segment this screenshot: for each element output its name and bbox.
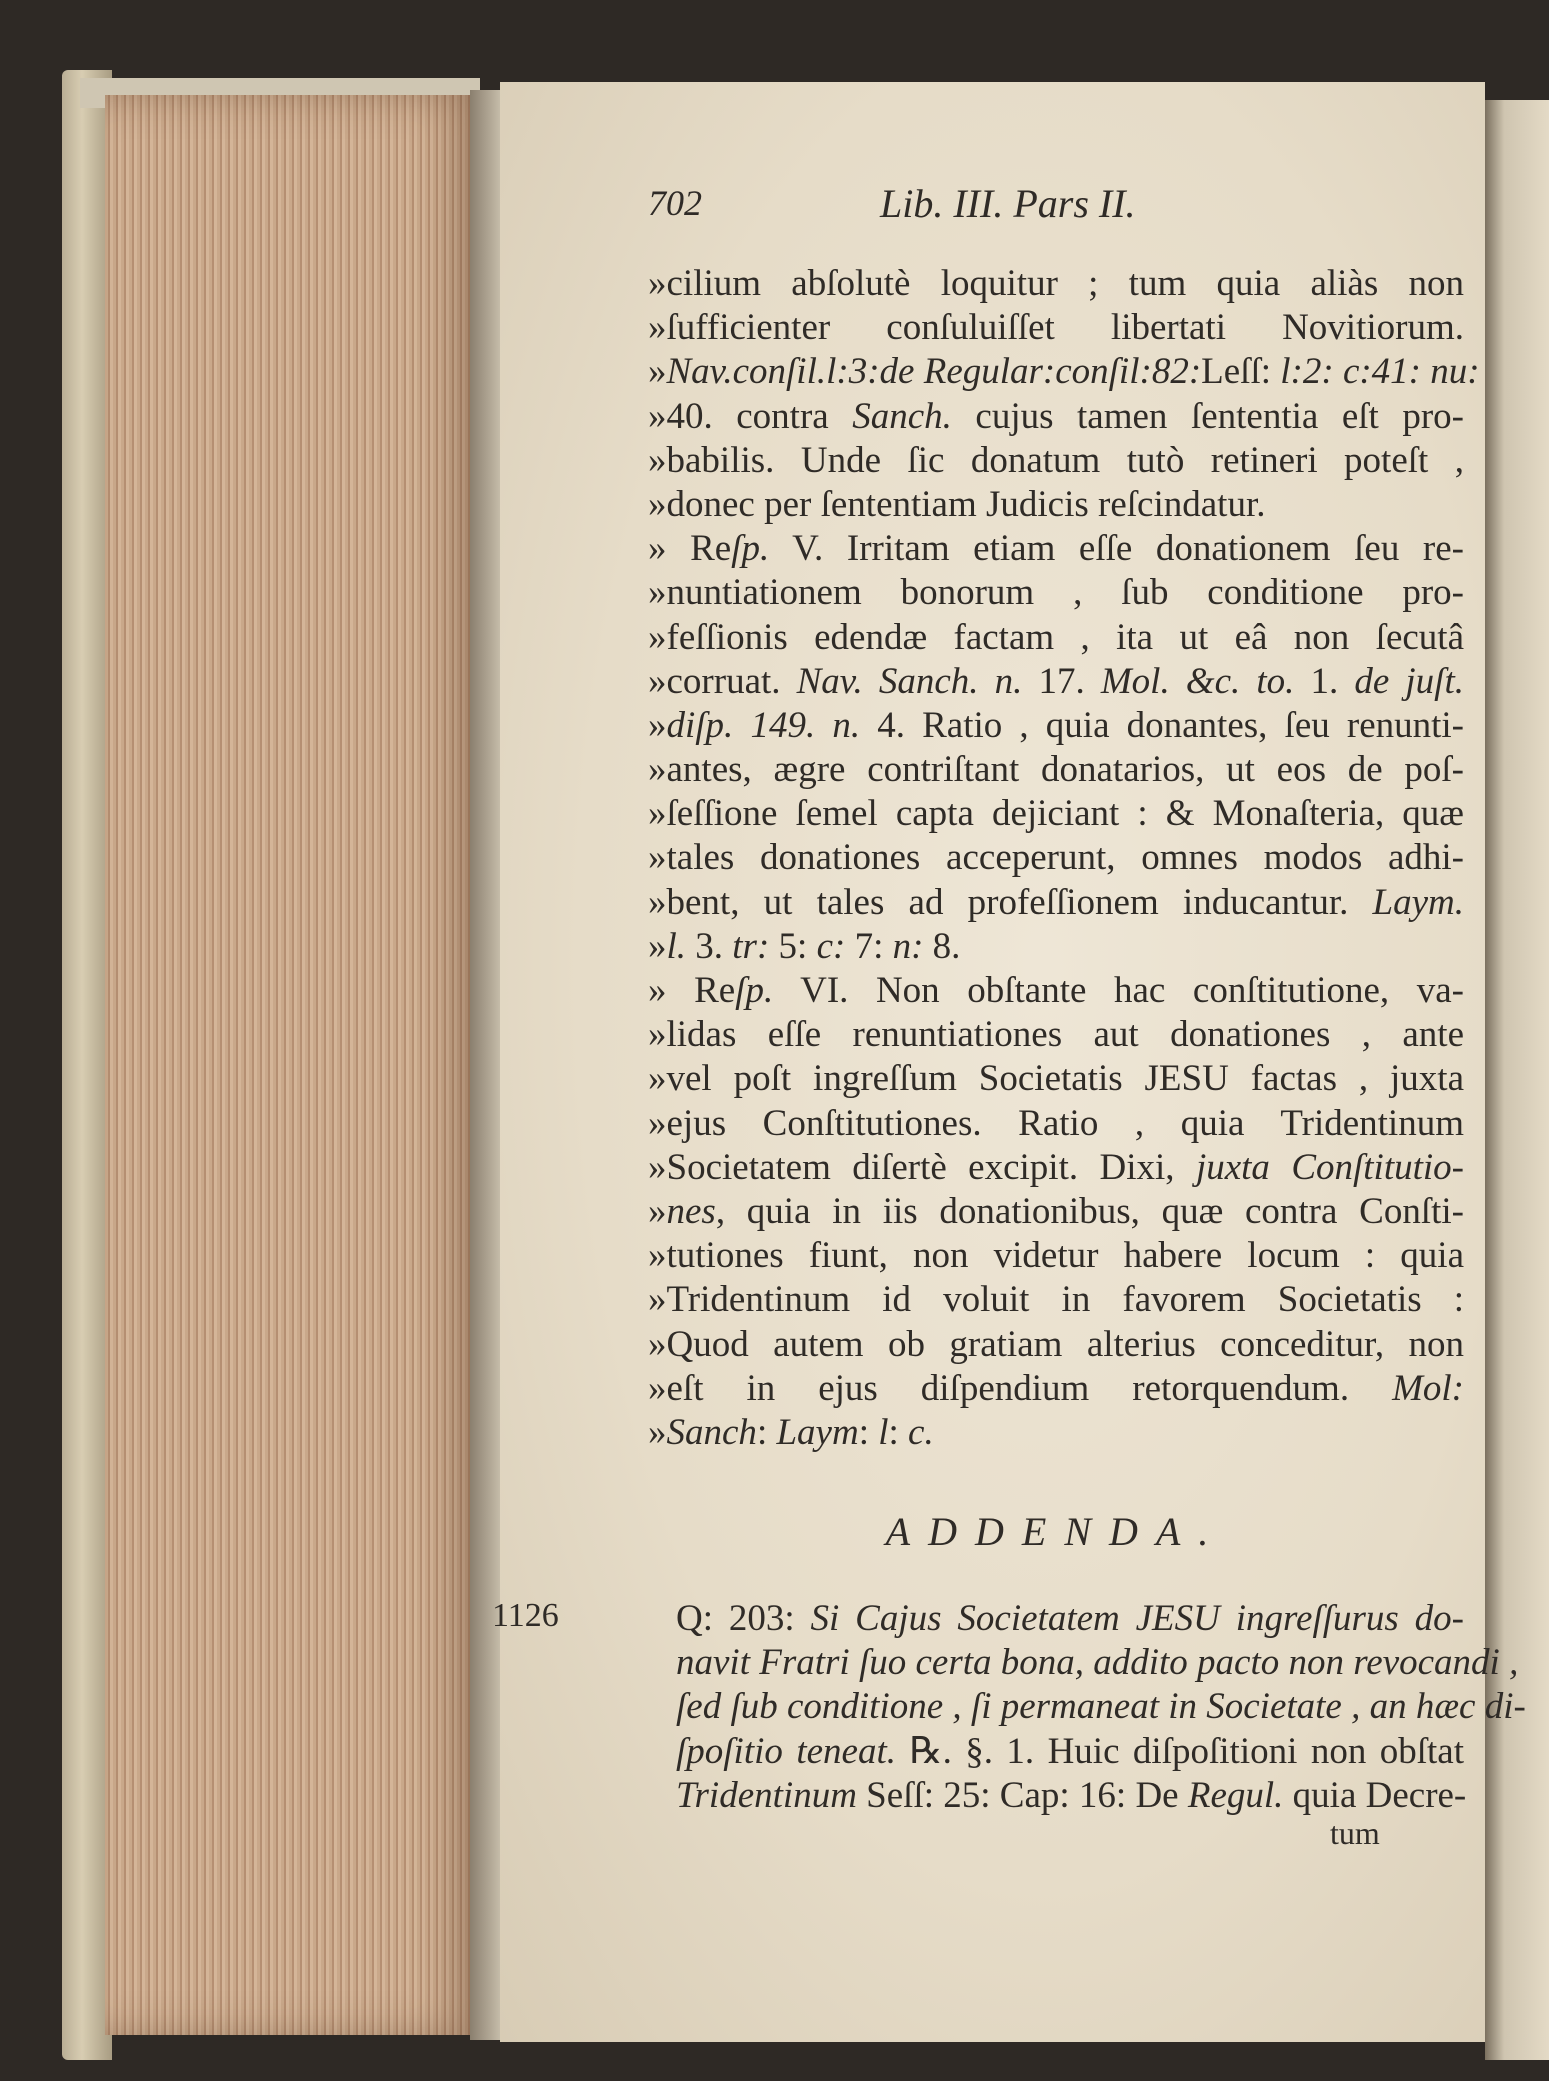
italic-segment: Laym.	[1372, 881, 1464, 923]
text-line	[676, 1641, 1519, 1685]
text-line	[648, 1057, 1464, 1101]
text-segment: 3.	[686, 925, 733, 967]
text-segment: ℞. §. 1. Huic diſpoſitioni non obſtat	[895, 1730, 1464, 1772]
text-line	[648, 350, 1480, 394]
text-line	[648, 439, 1464, 483]
italic-segment: l:2: c:41: nu:	[1280, 351, 1480, 393]
page-block-edges	[105, 95, 485, 2035]
italic-segment: l	[878, 1411, 889, 1453]
text-line	[648, 262, 1464, 306]
italic-segment: Laym	[776, 1411, 859, 1453]
text-line	[648, 483, 1464, 527]
italic-segment: nes	[666, 1190, 716, 1232]
text-segment: »tutiones fiunt, non videtur habere locum : quia	[648, 1235, 1464, 1277]
italic-segment: Mol:	[1392, 1367, 1464, 1409]
italic-segment: Tridentinum	[676, 1774, 857, 1816]
text-line	[648, 836, 1464, 880]
text-line	[648, 1278, 1464, 1322]
italic-segment: ſp.	[735, 970, 774, 1011]
text-segment: :	[888, 1411, 909, 1453]
text-segment: Q: 203:	[676, 1598, 811, 1639]
italic-segment: Regul.	[1187, 1774, 1284, 1816]
italic-segment: Si Cajus Societatem JESU ingreſſurus do-	[810, 1598, 1464, 1639]
text-line	[676, 1597, 1464, 1641]
text-segment: 5:	[769, 925, 817, 967]
text-segment: » Re	[648, 528, 732, 570]
text-segment: »eſt in ejus diſpendium retorquendum.	[648, 1367, 1393, 1409]
question-text	[676, 1597, 1526, 1818]
italic-segment: Sanch.	[852, 395, 952, 437]
text-line	[648, 704, 1464, 748]
addenda-heading: ADDENDA.	[885, 1509, 1227, 1554]
text-line	[648, 395, 1464, 439]
italic-segment: juxta Conſtitutio-	[1195, 1146, 1464, 1188]
text-segment: 8.	[923, 925, 961, 967]
text-segment: »	[648, 1190, 667, 1232]
text-line	[648, 1367, 1464, 1411]
italic-segment: Nav.conſil.l:3:de Regular:conſil:82:	[666, 351, 1202, 393]
text-segment: »bent, ut tales ad profeſſionem inducantur.	[648, 881, 1373, 923]
text-segment: V. Irritam etiam eſſe donationem ſeu re-	[769, 528, 1464, 570]
text-line	[648, 881, 1464, 925]
text-segment: cujus tamen ſententia eſt pro-	[951, 395, 1464, 437]
text-line	[648, 1013, 1464, 1057]
text-line	[648, 660, 1464, 704]
text-segment: » Re	[648, 970, 736, 1011]
text-line	[648, 1411, 1464, 1455]
italic-segment: Sanch	[666, 1411, 757, 1453]
text-segment: 17.	[1022, 660, 1101, 702]
text-line	[676, 1685, 1526, 1729]
page-number: 702	[648, 183, 702, 223]
italic-segment: Nav. Sanch. n.	[796, 660, 1023, 702]
text-segment: , quia in iis donationibus, quæ contra Conſti-	[715, 1190, 1464, 1232]
text-line	[648, 925, 1464, 969]
italic-segment: n:	[892, 925, 924, 967]
text-segment: »	[648, 704, 667, 746]
text-segment: »feſſionis edendæ factam , ita ut eâ non ſecutâ	[648, 616, 1464, 658]
text-line	[648, 748, 1464, 792]
text-segment: »babilis. Unde ſic donatum tutò retineri poteſt ,	[648, 439, 1464, 481]
text-line	[648, 306, 1464, 350]
text-segment: »Tridentinum id voluit in favorem Societatis :	[648, 1279, 1464, 1321]
text-line	[648, 527, 1464, 571]
text-line	[648, 616, 1464, 660]
italic-segment: diſp. 149. n.	[666, 704, 861, 746]
italic-segment: navit Fratri ſuo certa bona, addito pacto non revocandi ,	[676, 1642, 1519, 1684]
italic-segment: c.	[908, 1411, 934, 1453]
text-segment: Seſſ: 25: Cap: 16: De	[856, 1774, 1188, 1816]
text-segment: »Societatem diſertè excipit. Dixi,	[648, 1146, 1196, 1188]
text-line	[676, 1774, 1467, 1818]
text-segment: »	[648, 1411, 667, 1453]
main-text	[648, 262, 1480, 1455]
text-segment: Leſſ:	[1201, 351, 1281, 393]
text-segment: »lidas eſſe renuntiationes aut donationes , ante	[648, 1014, 1464, 1056]
text-segment: »Quod autem ob gratiam alterius conceditur, non	[648, 1323, 1464, 1365]
text-segment: »donec per ſententiam Judicis reſcindatur.	[648, 483, 1266, 525]
italic-segment: c:	[816, 925, 846, 967]
text-line	[648, 1146, 1464, 1190]
text-segment: »ejus Conſtitutiones. Ratio , quia Tridentinum	[648, 1102, 1464, 1144]
text-segment: »tales donationes acceperunt, omnes modos adhi-	[648, 837, 1464, 879]
text-line	[648, 1102, 1464, 1146]
text-segment: »vel poſt ingreſſum Societatis JESU factas , juxta	[648, 1058, 1464, 1100]
text-segment: quia Decre-	[1283, 1774, 1467, 1816]
text-segment: 1.	[1294, 660, 1355, 702]
text-segment: »	[648, 925, 667, 967]
running-head: Lib. III. Pars II.	[880, 181, 1136, 226]
text-segment: »antes, ægre contriſtant donatarios, ut eos de poſ-	[648, 749, 1464, 791]
italic-segment: ſp.	[731, 528, 770, 570]
italic-segment: de juſt.	[1354, 660, 1464, 702]
text-segment: »corruat.	[648, 660, 797, 702]
text-segment: 4. Ratio , quia donantes, ſeu renunti-	[860, 704, 1465, 746]
italic-segment: ſed ſub conditione , ſi permaneat in Societate , an hæc di-	[676, 1686, 1526, 1728]
text-line	[648, 792, 1464, 836]
text-segment: »cilium abſolutè loquitur ; tum quia aliàs non	[648, 263, 1464, 304]
text-line	[648, 1234, 1464, 1278]
text-line	[648, 1190, 1464, 1234]
italic-segment: ſpoſitio teneat.	[676, 1730, 896, 1772]
italic-segment: tr:	[732, 925, 770, 967]
text-segment: 7:	[845, 925, 893, 967]
text-line	[648, 571, 1464, 615]
italic-segment: l.	[666, 925, 687, 967]
margin-number: 1126	[492, 1597, 559, 1634]
text-segment: »40. contra	[648, 395, 853, 437]
text-segment: VI. Non obſtante hac conſtitutione, va-	[773, 970, 1464, 1011]
text-segment: »	[648, 351, 667, 393]
text-line	[676, 1730, 1464, 1774]
text-segment: »nuntiationem bonorum , ſub conditione pro-	[648, 572, 1464, 614]
text-line	[648, 1323, 1464, 1367]
facing-page-edge	[1485, 100, 1549, 2060]
catchword: tum	[1330, 1815, 1380, 1851]
text-line	[648, 969, 1464, 1013]
text-segment: »ſufficienter conſuluiſſet libertati Novitiorum.	[648, 307, 1464, 349]
text-segment: :	[858, 1411, 879, 1453]
text-segment: »ſeſſione ſemel capta dejiciant : & Monaſteria, quæ	[648, 793, 1464, 835]
text-segment: :	[756, 1411, 777, 1453]
italic-segment: Mol. &c. to.	[1100, 660, 1295, 702]
